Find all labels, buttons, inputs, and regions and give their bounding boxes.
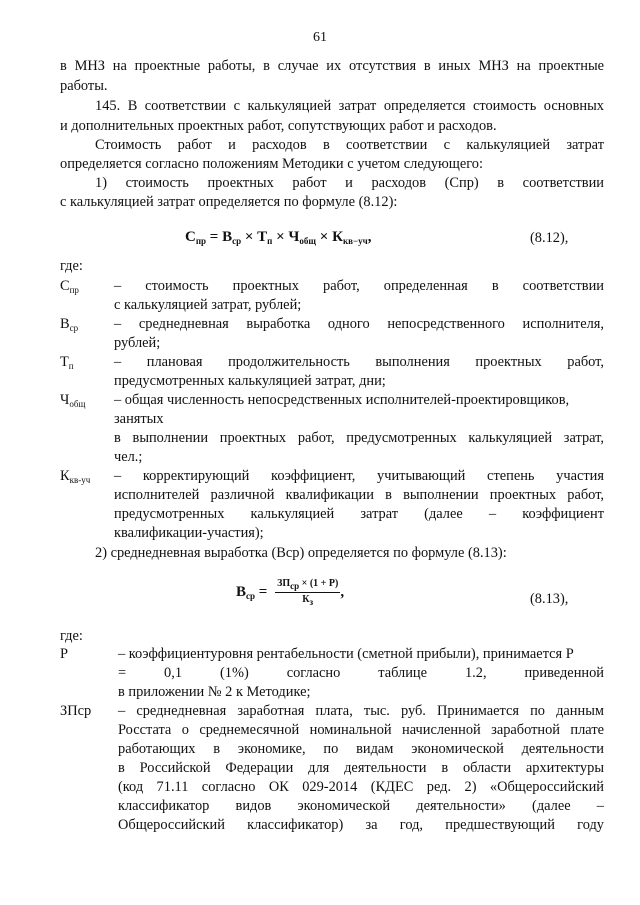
term-symbol: $В_{ср}$ xyxy=(60,316,79,333)
text-line: в МНЗ на проектные работы, в случае их отсутствия в иных МНЗ на проектные xyxy=(60,58,604,74)
text-line: 1) стоимость проектных работ и расходов (Спр) в соответствии xyxy=(95,175,604,191)
text-line: 145. В соответствии с калькуляцией затрат определяется стоимость основных xyxy=(95,98,604,114)
term-symbol: $С_{пр}$ xyxy=(60,278,79,295)
definition-line: занятых xyxy=(114,411,164,427)
definition-line: – стоимость проектных работ, определенная в соответствии xyxy=(114,278,604,294)
formula-8-13: $В_{ср}$ = $\frac{\text{ЗПср × (1 + Р)}}{Кз}$ , xyxy=(236,578,345,607)
definition-line: работающих в экономике, по видам экономической деятельности xyxy=(118,741,604,757)
term-symbol: $Ч_{общ}$ xyxy=(60,392,86,409)
term-symbol: $К_{кв-уч}$ xyxy=(60,468,91,485)
text-line: 2) среднедневная выработка (Вср) определяется по формуле (8.13): xyxy=(95,545,507,561)
definition-line: Общероссийский классификатор) за год, предшествующий году xyxy=(118,817,604,833)
text-line: Стоимость работ и расходов в соответствии с калькуляцией затрат xyxy=(95,137,604,153)
page-number: 61 xyxy=(313,30,327,45)
formula-8-12: $С_{пр} = В_{ср} \times Т_п \times Ч_{общ} \times К_{кв-уч}$, xyxy=(185,229,372,246)
definition-line: предусмотренных калькуляцией затрат (далее – коэффициент xyxy=(114,506,604,522)
definition-line: в приложении № 2 к Методике; xyxy=(118,684,311,700)
fraction: $\frac{\text{ЗПср × (1 + Р)}}{Кз}$ xyxy=(277,578,339,607)
definition-line: квалификации-участия); xyxy=(114,525,264,541)
definition-line: в Российской Федерации для деятельности в области архитектуры xyxy=(118,760,604,776)
text-line: работы. xyxy=(60,78,108,94)
definition-line: (код 71.11 согласно ОК 029-2014 (КДЕС ред. 2) «Общероссийский xyxy=(118,779,604,795)
definition-line: с калькуляцией затрат, рублей; xyxy=(114,297,302,313)
definition-line: в выполнении проектных работ, предусмотренных калькуляцией затрат, xyxy=(114,430,604,446)
definition-line: чел.; xyxy=(114,449,143,465)
definition-line: исполнителей различной квалификации в выполнении проектных работ, xyxy=(114,487,604,503)
definition-line: – корректирующий коэффициент, учитывающий степень участия xyxy=(114,468,604,484)
where-label: где: xyxy=(60,258,83,274)
definition-line: – среднедневная выработка одного непосредственного исполнителя, xyxy=(114,316,604,332)
definition-line: = 0,1 (1%) согласно таблице 1.2, приведенной xyxy=(118,665,604,681)
term-symbol: ЗПср xyxy=(60,703,92,719)
definition-line: предусмотренных калькуляцией затрат, дни; xyxy=(114,373,386,389)
where-label: где: xyxy=(60,628,83,644)
definition-line: Росстата о среднемесячной номинальной начисленной заработной плате xyxy=(118,722,604,738)
formula-number: (8.13), xyxy=(530,591,569,607)
definition-line: – плановая продолжительность выполнения проектных работ, xyxy=(114,354,604,370)
text-line: с калькуляцией затрат определяется по формуле (8.12): xyxy=(60,194,398,210)
term-symbol: $Т_п$ xyxy=(60,354,74,371)
definition-line: рублей; xyxy=(114,335,161,351)
formula-number: (8.12), xyxy=(530,230,569,246)
text-line: и дополнительных проектных работ, сопутствующих работ и расходов. xyxy=(60,118,497,134)
definition-line: – коэффициентуровня рентабельности (сметной прибыли), принимается Р xyxy=(118,646,574,662)
definition-line: – общая численность непосредственных исполнителей-проектировщиков, xyxy=(114,392,570,408)
definition-line: классификатор видов экономической деятельности» (далее – xyxy=(118,798,604,814)
definition-line: – среднедневная заработная плата, тыс. руб. Принимается по данным xyxy=(118,703,604,719)
term-symbol: Р xyxy=(60,646,69,662)
text-line: определяется согласно положениям Методики с учетом следующего: xyxy=(60,156,484,172)
